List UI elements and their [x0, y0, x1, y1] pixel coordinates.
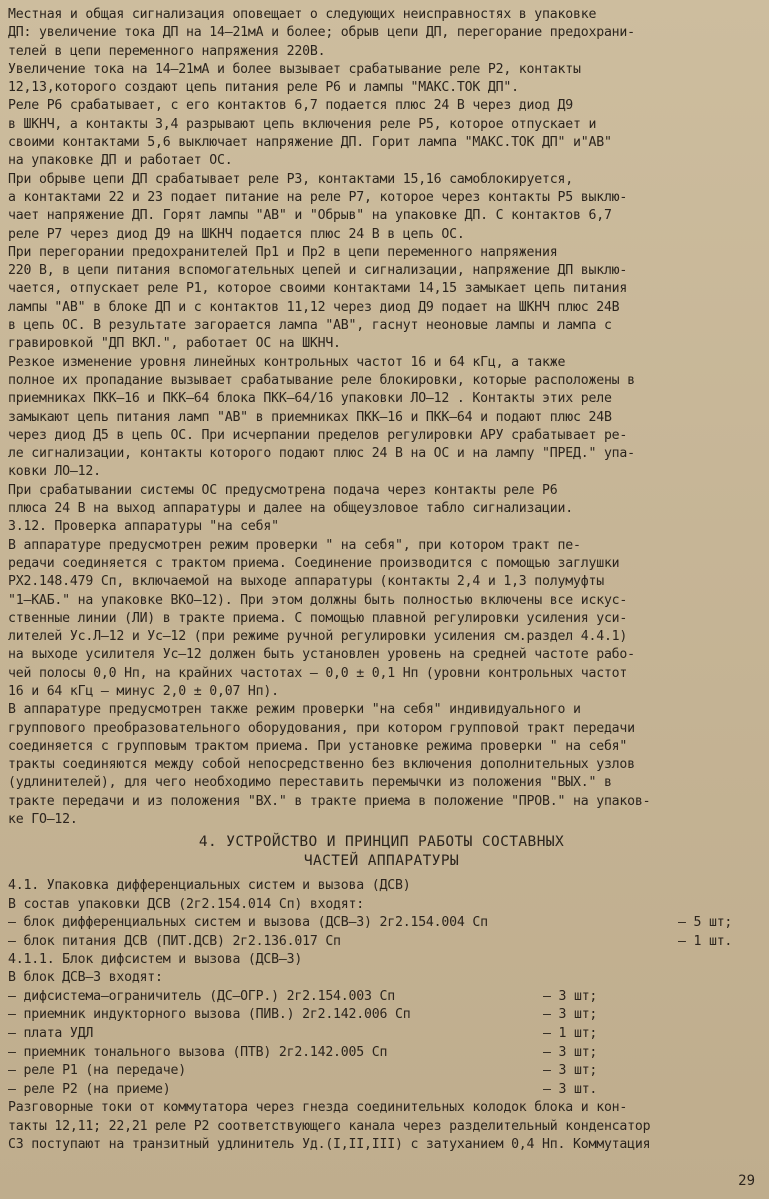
text-line: лителей Ус.Л–12 и Ус–12 (при режиме ручной регулировки усиления см.раздел 4.4.1) — [8, 629, 628, 645]
text-line: в цепь ОС. В результате загорается лампа "АВ", гаснут неоновые лампы и лампа с — [8, 318, 612, 334]
text-line: Увеличение тока на 14–21мА и более вызывает срабатывание реле Р2, контакты — [8, 61, 581, 77]
list-item — [8, 988, 755, 1007]
list-item — [8, 1081, 755, 1100]
text-line: ке ГО–12. — [8, 812, 78, 828]
section-4-1-1-intro: В блок ДСВ–3 входят: — [8, 970, 163, 986]
paragraph — [8, 482, 755, 537]
text-line: на упаковке ДП и работает ОС. — [8, 153, 233, 169]
text-line: "1–КАБ." на упаковке ВКО–12). При этом должны быть полностью включены все искус- — [8, 592, 628, 608]
text-line: телей в цепи переменного напряжения 220В. — [8, 43, 326, 59]
list-item-qty: – 3 шт; — [543, 988, 598, 1004]
list-item — [8, 914, 755, 933]
text-line: в ШКНЧ, а контакты 3,4 разрывают цепь включения реле Р5, которое отпускает и — [8, 116, 597, 132]
section-4-1 — [8, 877, 755, 951]
text-line: через диод Д5 в цепь ОС. При исчерпании пределов регулировки АРУ срабатывает ре- — [8, 427, 628, 443]
text-line: ственные линии (ЛИ) в тракте приема. С помощью плавной регулировки усиления уси- — [8, 610, 628, 626]
text-line: гравировкой "ДП ВКЛ.", работает ОС на ШКНЧ. — [8, 336, 341, 352]
text-line: Реле Р6 срабатывает, с его контактов 6,7 подается плюс 24 В через диод Д9 — [8, 98, 573, 114]
text-line: В аппаратуре предусмотрен также режим проверки "на себя" индивидуального и — [8, 702, 581, 718]
text-line: Разговорные токи от коммутатора через гнезда соединительных колодок блока и кон- — [8, 1100, 628, 1116]
paragraph — [8, 537, 755, 702]
text-line: тракты соединяются между собой непосредственно без включения дополнительных узлов — [8, 757, 635, 773]
text-line: чается, отпускает реле Р1, которое своими контактами 14,15 замыкает цепь питания — [8, 281, 628, 297]
text-line: Местная и общая сигнализация оповещает о следующих неисправностях в упаковке — [8, 7, 597, 22]
text-line: тракте передачи и из положения "ВХ." в тракте приема в положение "ПРОВ." на упаков- — [8, 793, 651, 809]
text-line: замыкают цепь питания ламп "АВ" в приемниках ПКК–16 и ПКК–64 и подают плюс 24В — [8, 409, 612, 425]
text-line: В аппаратуре предусмотрен режим проверки " на себя", при котором тракт пе- — [8, 537, 581, 553]
text-line: С3 поступают на транзитный удлинитель Уд.(I,II,III) с затуханием 0,4 Нп. Коммутация — [8, 1136, 651, 1152]
text-line: соединяется с групповым трактом приема. При установке режима проверки " на себя" — [8, 738, 628, 754]
text-line: 220 В, в цепи питания вспомогательных цепей и сигнализации, напряжение ДП выклю- — [8, 263, 628, 279]
text-line: реле Р7 через диод Д9 на ШКНЧ подается плюс 24 В в цепь ОС. — [8, 226, 465, 242]
text-line: При обрыве цепи ДП срабатывает реле Р3, контактами 15,16 самоблокируется, — [8, 171, 573, 187]
heading-line-1: 4. УСТРОЙСТВО И ПРИНЦИП РАБОТЫ СОСТАВНЫХ — [198, 834, 565, 851]
text-line: (удлинителей), для чего необходимо переставить перемычки из положения "ВЫХ." в — [8, 775, 612, 791]
list-item-qty: – 3 шт. — [543, 1081, 598, 1097]
list-item-text: – блок питания ДСВ (ПИТ.ДСВ) 2г2.136.017 Сп — [8, 933, 341, 949]
text-line: 3.12. Проверка аппаратуры "на себя" — [8, 519, 279, 535]
text-line: При срабатывании системы ОС предусмотрена подача через контакты реле Р6 — [8, 482, 558, 498]
list-item-text: – реле Р2 (на приеме) — [8, 1081, 171, 1097]
text-line: а контактами 22 и 23 подает питание на реле Р7, которое через контакты Р5 выклю- — [8, 189, 628, 205]
list-item — [8, 933, 755, 952]
list-item-qty: – 5 шт; — [678, 914, 733, 930]
paragraph — [8, 171, 755, 244]
text-line: ковки ЛО–12. — [8, 464, 101, 480]
section-heading — [8, 833, 755, 871]
text-line: такты 12,11; 22,21 реле Р2 соответствующего канала через разделительный конденсатор — [8, 1118, 651, 1134]
list-item-qty: – 3 шт; — [543, 1044, 598, 1060]
section-4-1-list — [8, 914, 755, 951]
text-line: чей полосы 0,0 Нп, на крайних частотах – 0,0 ± 0,1 Нп (уровни контрольных частот — [8, 665, 628, 681]
page-number: 29 — [738, 1173, 755, 1189]
paragraph — [8, 244, 755, 354]
section-4-1-1 — [8, 951, 755, 1099]
list-item-text: – приемник тонального вызова (ПТВ) 2г2.142.005 Сп — [8, 1044, 388, 1060]
text-line: ДП: увеличение тока ДП на 14–21мА и более; обрыв цепи ДП, перегорание предохрани- — [8, 25, 635, 41]
text-line: полное их пропадание вызывает срабатывание реле блокировки, которые расположены в — [8, 372, 635, 388]
text-line: приемниках ПКК–16 и ПКК–64 блока ПКК–64/16 упаковки ЛО–12 . Контакты этих реле — [8, 391, 612, 407]
heading-line-2: ЧАСТЕЙ АППАРАТУРЫ — [303, 853, 460, 870]
text-line: Резкое изменение уровня линейных контрольных частот 16 и 64 кГц, а также — [8, 354, 566, 370]
closing-paragraph — [8, 1099, 755, 1154]
text-line: своими контактами 5,6 выключает напряжение ДП. Горит лампа "МАКС.ТОК ДП" и"АВ" — [8, 135, 612, 151]
list-item-qty: – 1 шт. — [678, 933, 733, 949]
list-item-text: – плата УДЛ — [8, 1025, 94, 1041]
text-line: редачи соединяется с трактом приема. Соединение производится с помощью заглушки — [8, 555, 620, 571]
list-item — [8, 1006, 755, 1025]
text-line: лампы "АВ" в блоке ДП и с контактов 11,12 через диод Д9 подает на ШКНЧ плюс 24В — [8, 299, 620, 315]
section-4-1-1-title: 4.1.1. Блок дифсистем и вызова (ДСВ–3) — [8, 952, 303, 968]
section-4-1-1-list — [8, 988, 755, 1100]
list-item — [8, 1062, 755, 1081]
paragraph — [8, 61, 755, 171]
text-line: чает напряжение ДП. Горят лампы "АВ" и "Обрыв" на упаковке ДП. С контактов 6,7 — [8, 208, 612, 224]
list-item-text: – дифсистема–ограничитель (ДС–ОГР.) 2г2.154.003 Сп — [8, 988, 395, 1004]
list-item-text: – реле Р1 (на передаче) — [8, 1063, 187, 1079]
list-item-qty: – 3 шт; — [543, 1007, 598, 1023]
text-line: группового преобразовательного оборудования, при котором групповой тракт передачи — [8, 720, 635, 736]
section-4-1-title: 4.1. Упаковка дифференциальных систем и вызова (ДСВ) — [8, 878, 411, 894]
section-4-1-intro: В состав упаковки ДСВ (2г2.154.014 Сп) входят: — [8, 896, 365, 912]
text-line: 12,13,которого создают цепь питания реле Р6 и лампы "МАКС.ТОК ДП". — [8, 80, 519, 96]
list-item-text: – приемник индукторного вызова (ПИВ.) 2г2.142.006 Сп — [8, 1007, 411, 1023]
text-line: на выходе усилителя Ус–12 должен быть установлен уровень на средней частоте рабо- — [8, 647, 635, 663]
text-line: ле сигнализации, контакты которого подают плюс 24 В на ОС и на лампу "ПРЕД." упа- — [8, 446, 635, 462]
text-line: плюса 24 В на выход аппаратуры и далее на общеузловое табло сигнализации. — [8, 501, 573, 517]
list-item-text: – блок дифференциальных систем и вызова (ДСВ–3) 2г2.154.004 Сп — [8, 914, 488, 930]
list-item-qty: – 1 шт; — [543, 1025, 598, 1041]
text-line: РХ2.148.479 Сп, включаемой на выходе аппаратуры (контакты 2,4 и 1,3 полумуфты — [8, 574, 604, 590]
body-text — [8, 6, 755, 829]
list-item-qty: – 3 шт; — [543, 1063, 598, 1079]
paragraph — [8, 6, 755, 61]
paragraph — [8, 354, 755, 482]
paragraph — [8, 701, 755, 829]
text-line: При перегорании предохранителей Пр1 и Пр2 в цепи переменного напряжения — [8, 244, 558, 260]
text-line: 16 и 64 кГц – минус 2,0 ± 0,07 Нп). — [8, 683, 279, 699]
list-item — [8, 1025, 755, 1044]
list-item — [8, 1044, 755, 1063]
